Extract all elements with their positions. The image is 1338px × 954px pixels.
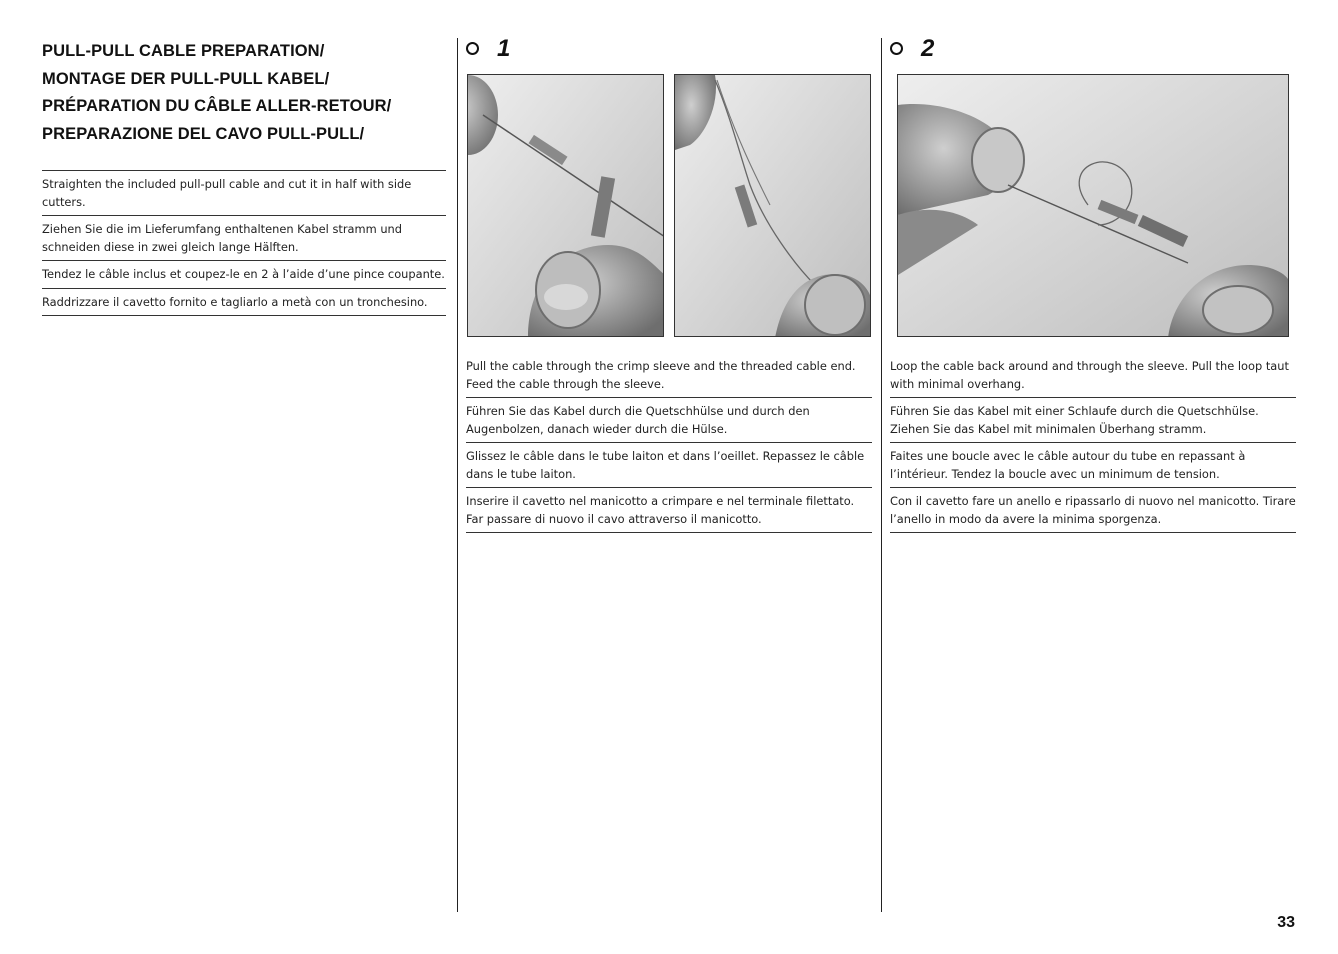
- step-2-paragraph-it: Con il cavetto fare un anello e ripassarlo di nuovo nel manicotto. Tirare l’anello in modo da avere la minima sporgenza.: [890, 488, 1296, 533]
- step-1-paragraphs: [466, 353, 872, 533]
- step-1-paragraph-de: Führen Sie das Kabel durch die Quetschhülse und durch den Augenbolzen, danach wieder durch die Hülse.: [466, 398, 872, 443]
- title-line-fr: PRÉPARATION DU CÂBLE ALLER-RETOUR/: [42, 97, 392, 115]
- step-2-column: [890, 35, 1296, 558]
- step-2-paragraph-fr: Faites une boucle avec le câble autour du tube en repassant à l’intérieur. Tendez la boucle avec un minimum de tension.: [890, 443, 1296, 488]
- intro-paragraphs: [42, 170, 446, 316]
- title-line-it: PREPARAZIONE DEL CAVO PULL-PULL/: [42, 124, 365, 143]
- step-1-photo-b: [674, 74, 871, 337]
- intro-column: [42, 38, 446, 316]
- intro-paragraph-de: Ziehen Sie die im Lieferumfang enthaltenen Kabel stramm und schneiden diese in zwei gleich lange Hälften.: [42, 216, 446, 261]
- step-2-paragraph-en: Loop the cable back around and through the sleeve. Pull the loop taut with minimal overhang.: [890, 353, 1296, 398]
- intro-paragraph-it: Raddrizzare il cavetto fornito e tagliarlo a metà con un tronchesino.: [42, 289, 446, 317]
- step-2-paragraphs: [890, 353, 1296, 533]
- step-2-photo: [897, 74, 1289, 337]
- step-2-paragraph-de: Führen Sie das Kabel mit einer Schlaufe durch die Quetschhülse. Ziehen Sie das Kabel mit minimalen Überhang stramm.: [890, 398, 1296, 443]
- title-line-de: MONTAGE DER PULL-PULL KABEL/: [42, 69, 330, 88]
- step-2-header: [890, 35, 1296, 68]
- step-number: 1: [497, 35, 511, 62]
- column-divider: [457, 38, 458, 912]
- intro-paragraph-fr: Tendez le câble inclus et coupez-le en 2 à l’aide d’une pince coupante.: [42, 261, 446, 289]
- checkbox-circle-icon: [890, 42, 903, 55]
- step-1-paragraph-fr: Glissez le câble dans le tube laiton et dans l’oeillet. Repassez le câble dans le tube laiton.: [466, 443, 872, 488]
- step-1-paragraph-it: Inserire il cavetto nel manicotto a crimpare e nel terminale filettato. Far passare di nuovo il cavo attraverso il manicotto.: [466, 488, 872, 533]
- step-1-column: [466, 35, 872, 558]
- page-number: 33: [1277, 914, 1295, 931]
- step-1-paragraph-en: Pull the cable through the crimp sleeve and the threaded cable end. Feed the cable through the sleeve.: [466, 353, 872, 398]
- checkbox-circle-icon: [466, 42, 479, 55]
- intro-paragraph-en: Straighten the included pull-pull cable and cut it in half with side cutters.: [42, 171, 446, 216]
- section-title: [42, 38, 446, 148]
- step-1-photo-a: [467, 74, 664, 337]
- step-number: 2: [921, 35, 935, 62]
- column-divider: [881, 38, 882, 912]
- title-line-en: PULL-PULL CABLE PREPARATION/: [42, 42, 325, 60]
- step-1-header: [466, 35, 872, 68]
